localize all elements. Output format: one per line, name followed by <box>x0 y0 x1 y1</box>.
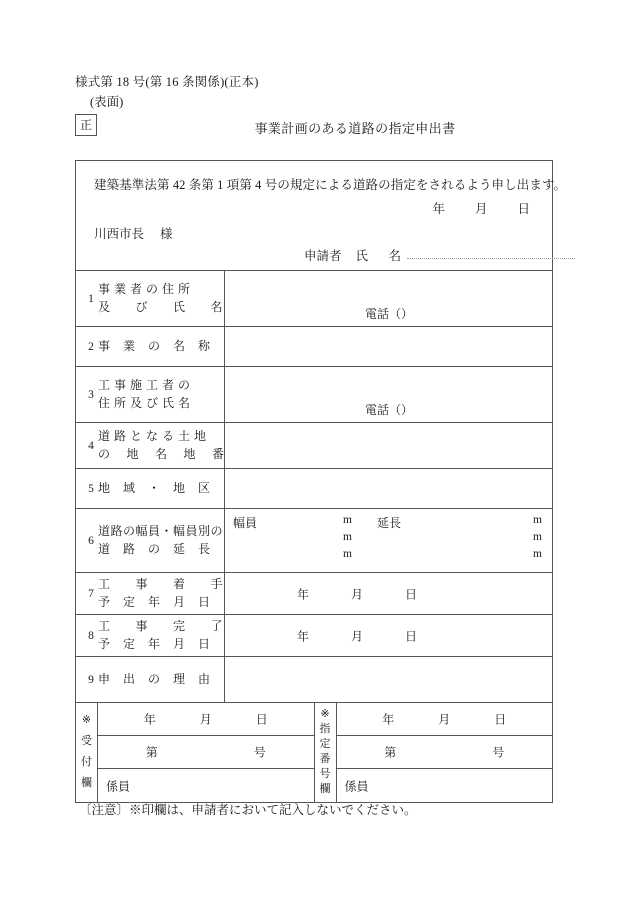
table-row <box>76 509 552 573</box>
receipt-label-char: 付 <box>81 756 92 769</box>
width-unit: m <box>343 531 352 543</box>
row-number: 6 <box>88 534 94 547</box>
addressee <box>94 224 173 242</box>
page-title: 事業計画のある道路の指定申出書 <box>254 121 456 136</box>
row-label-line: 地 域 ・ 地 区 <box>98 480 211 495</box>
receipt-number-suffix: 号 <box>253 745 266 760</box>
receipt-date-year: 年 <box>143 712 156 727</box>
row-label <box>98 281 223 316</box>
designation-label-char: 号 <box>319 768 331 781</box>
designation-number <box>384 744 504 761</box>
designation-date <box>382 711 506 728</box>
designation-label-char: 指 <box>319 723 331 736</box>
row-label-line: 道 路 と な る 土 地 <box>98 429 207 444</box>
designation-staff-row[interactable] <box>337 769 553 802</box>
telephone-label: 電話（ <box>365 403 402 417</box>
telephone-paren-close: ） <box>401 403 414 417</box>
row-label-line: 道路の幅員・幅員別の <box>98 524 224 539</box>
row-label-line: 住 所 及 び 氏 名 <box>98 395 191 410</box>
telephone-field[interactable] <box>365 305 413 322</box>
row-label <box>98 523 223 558</box>
row-label <box>98 480 220 497</box>
designation-fields <box>337 703 553 802</box>
table-row <box>76 367 552 423</box>
row-label-line: 事 業 者 の 住 所 <box>98 282 191 297</box>
length-unit: m <box>533 548 542 560</box>
table-row <box>76 271 552 327</box>
row-label-line: の 地 名 地 番 <box>98 446 225 461</box>
receipt-number <box>146 744 266 761</box>
row-value-cell[interactable] <box>225 327 552 366</box>
row-label <box>98 338 220 355</box>
length-unit: m <box>533 514 542 526</box>
designation-label-char: 番 <box>319 753 331 766</box>
unit-row <box>225 514 552 531</box>
applicant-name-input[interactable] <box>407 258 575 259</box>
date-month: 月 <box>351 629 364 643</box>
designation-staff-label: 係員 <box>344 779 369 793</box>
date-month: 月 <box>351 587 364 601</box>
statement-date-month: 月 <box>474 202 488 216</box>
row-value-cell[interactable] <box>225 657 552 702</box>
row-label-line: 及 び 氏 名 <box>98 299 224 314</box>
receipt-number-row[interactable] <box>98 736 314 769</box>
designation-column-label <box>315 703 337 802</box>
telephone-paren-close: ） <box>401 307 414 321</box>
row-label <box>98 377 220 412</box>
row-label-line: 予 定 年 月 日 <box>98 636 211 651</box>
designation-label-char: 欄 <box>319 782 331 795</box>
date-day: 日 <box>405 629 418 643</box>
applicant-name-label: 氏 名 <box>355 249 406 263</box>
row-label <box>98 618 223 653</box>
length-unit: m <box>533 531 542 543</box>
row-number: 4 <box>88 439 94 452</box>
date-field[interactable] <box>297 627 417 644</box>
row-value-cell[interactable] <box>225 469 552 508</box>
road-length-label: 延長 <box>377 516 402 530</box>
row-value-cell[interactable] <box>225 509 552 572</box>
row-label-cell <box>76 509 225 572</box>
footer-note: 〔注意〕※印欄は、申請者において記入しないでください。 <box>79 803 417 817</box>
statement-date-year: 年 <box>432 202 445 216</box>
receipt-label-char: 受 <box>81 735 92 748</box>
applicant-signature-line <box>304 246 575 264</box>
designation-label-char: ※ <box>320 708 330 721</box>
row-label-cell <box>76 615 225 656</box>
designation-number-suffix: 号 <box>492 745 505 760</box>
table-row <box>76 469 552 509</box>
receipt-label-char: ※ <box>81 714 92 727</box>
table-row <box>76 573 552 615</box>
date-year: 年 <box>297 587 310 601</box>
table-row <box>76 327 552 367</box>
addressee-honorific: 様 <box>160 227 173 241</box>
date-day: 日 <box>405 587 418 601</box>
row-value-cell[interactable] <box>225 367 552 422</box>
row-number: 2 <box>88 340 94 353</box>
table-row <box>76 615 552 657</box>
unit-row <box>225 548 552 565</box>
date-year: 年 <box>297 629 310 643</box>
receipt-column-label <box>76 703 98 802</box>
width-length-unit-grid <box>225 514 552 565</box>
row-number: 7 <box>88 587 94 600</box>
form-code: 様式第 18 号(第 16 条関係)(正本) <box>75 75 259 89</box>
row-label-line: 工 事 完 了 <box>98 619 224 634</box>
row-label-cell <box>76 423 225 468</box>
row-value-cell[interactable] <box>225 615 552 656</box>
table-row <box>76 657 552 703</box>
road-width-label: 幅員 <box>233 516 258 530</box>
row-label-line: 道 路 の 延 長 <box>98 541 211 556</box>
designation-date-month: 月 <box>438 712 451 727</box>
row-label-line: 工 事 施 工 者 の <box>98 378 191 393</box>
receipt-staff-label: 係員 <box>106 779 131 793</box>
receipt-fields <box>98 703 315 802</box>
designation-number-row[interactable] <box>337 736 553 769</box>
applicant-label: 申請者 <box>304 249 342 263</box>
unit-row <box>225 531 552 548</box>
designation-date-year: 年 <box>382 712 395 727</box>
row-number: 3 <box>88 388 94 401</box>
designation-date-row[interactable] <box>337 703 553 736</box>
row-value-cell[interactable] <box>225 423 552 468</box>
row-value-cell[interactable] <box>225 271 552 326</box>
receipt-date-month: 月 <box>199 712 212 727</box>
telephone-label: 電話（ <box>365 307 402 321</box>
designation-date-day: 日 <box>494 712 507 727</box>
statement-date <box>432 199 530 217</box>
official-use-block <box>76 703 552 802</box>
row-label-line: 申 出 の 理 由 <box>98 671 211 686</box>
receipt-date-row[interactable] <box>98 703 314 736</box>
face-label: (表面) <box>90 95 124 109</box>
row-label-line: 工 事 着 手 <box>98 577 224 592</box>
statement-body: 建築基準法第 42 条第 1 項第 4 号の規定による道路の指定をされるよう申し出ます。 <box>94 178 567 192</box>
row-label-cell <box>76 657 225 702</box>
row-label-line: 予 定 年 月 日 <box>98 594 211 609</box>
row-label-cell <box>76 573 225 614</box>
designation-label-char: 定 <box>319 738 331 751</box>
statement-date-day: 日 <box>517 202 530 216</box>
date-field[interactable] <box>297 585 417 602</box>
row-label <box>98 671 220 688</box>
row-number: 5 <box>88 482 94 495</box>
row-label-line: 事 業 の 名 称 <box>98 338 211 353</box>
receipt-date-day: 日 <box>255 712 268 727</box>
designation-number-prefix: 第 <box>384 745 397 760</box>
row-label <box>98 576 223 611</box>
row-value-cell[interactable] <box>225 573 552 614</box>
statement-block <box>76 161 567 271</box>
row-label-cell <box>76 367 225 422</box>
width-unit: m <box>343 548 352 560</box>
row-label <box>98 428 225 463</box>
row-number: 8 <box>88 629 94 642</box>
table-row <box>76 423 552 469</box>
row-number: 9 <box>88 673 94 686</box>
row-label-cell <box>76 469 225 508</box>
receipt-label-char: 欄 <box>81 777 92 790</box>
telephone-field[interactable] <box>365 401 413 418</box>
row-label-cell <box>76 327 225 366</box>
receipt-number-prefix: 第 <box>145 745 158 760</box>
row-number: 1 <box>88 292 94 305</box>
addressee-name: 川西市長 <box>94 227 145 241</box>
copy-mark-box: 正 <box>75 114 97 136</box>
receipt-staff-row[interactable] <box>98 769 314 802</box>
row-label-cell <box>76 271 225 326</box>
form-frame <box>75 160 567 803</box>
width-unit: m <box>343 514 352 526</box>
receipt-date <box>144 711 268 728</box>
